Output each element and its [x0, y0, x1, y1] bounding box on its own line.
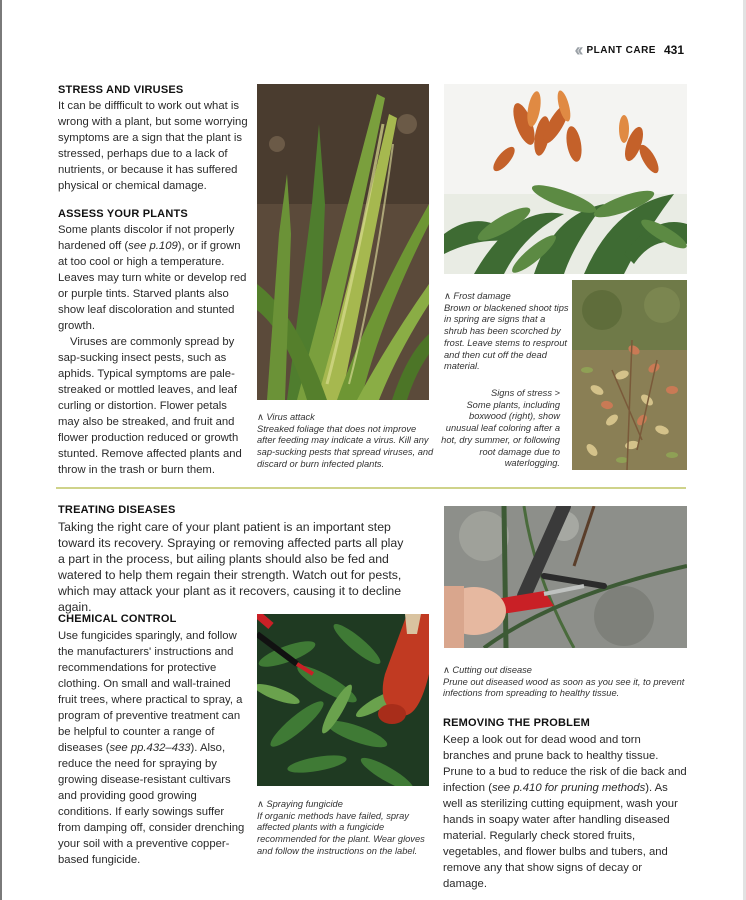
caption-frost-damage	[444, 291, 569, 373]
heading-assess-your-plants: ASSESS YOUR PLANTS	[58, 208, 188, 220]
caret-up-icon: ∧	[257, 412, 267, 422]
heading-removing-the-problem: REMOVING THE PROBLEM	[443, 717, 591, 729]
photo-virus-attack	[257, 84, 429, 400]
page-reference: see p.109	[128, 240, 178, 252]
caption-spraying-fungicide-label: Spraying fungicide	[266, 799, 343, 809]
treating-diseases-text	[58, 519, 408, 615]
caption-virus-attack-text: Streaked foliage that does not improve after feeding may indicate a virus. Kill any sap-sucking pests that spread viruses, and discard or burn infected plants.	[257, 423, 434, 469]
assess-para1-end: ), or if grown at too cool or high a temperature. Leaves may turn white or develop red or purple tints. Starved plants also show leaf discoloration and stunted growth.	[58, 240, 247, 332]
caption-virus-attack-title	[257, 412, 437, 424]
caption-frost-damage-title	[444, 291, 569, 303]
caret-up-icon: ∧	[444, 291, 454, 301]
caption-spraying-fungicide	[257, 799, 432, 858]
removing-the-problem-text	[443, 732, 689, 892]
section-title: PLANT CARE	[586, 44, 656, 56]
removing-the-problem-paragraph	[443, 732, 689, 892]
caption-spraying-fungicide-text: If organic methods have failed, spray affected plants with a fungicide recommended for the plant. Wear gloves and follow the instructions on the label.	[257, 810, 425, 856]
caret-right-icon: >	[551, 388, 560, 398]
caption-signs-of-stress-text: Some plants, including boxwood (right), show unusual leaf coloring after a hot, dry summer, or following root damage due to waterlogging.	[441, 399, 560, 469]
chemical-control-end: ). Also, reduce the need for spraying by growing disease-resistant cultivars and providing good growing conditions. If early sowings suffer from damping off, consider drenching your soil with a preventive copper-based fungicide.	[58, 742, 245, 866]
assess-paragraph-2: Viruses are commonly spread by sap-sucking insect pests, such as aphids. Typical symptoms are pale-streaked or mottled leaves, and leaf curling or distortion. Flower petals may also be streaked, and fruit and flower production reduced or growth stunted. Remove affected plants and throw in the trash or burn them.	[58, 336, 242, 476]
heading-stress-and-viruses: STRESS AND VIRUSES	[58, 84, 184, 96]
caret-up-icon: ∧	[443, 665, 453, 675]
removing-end: ). As well as sterilizing cutting equipment, wash your hands in soapy water after handling diseased material. Regularly check stored fruits, vegetables, and flower bulbs and tubers, and remove any that show signs of decay or damage.	[443, 782, 678, 890]
assess-paragraph-1	[58, 222, 248, 334]
caption-virus-attack-label: Virus attack	[266, 412, 315, 422]
photo-frost-damage	[444, 84, 687, 274]
caption-cutting-out-disease	[443, 665, 693, 700]
caption-cutting-out-disease-label: Cutting out disease	[452, 665, 532, 675]
caption-cutting-out-disease-title	[443, 665, 693, 677]
page-reference: see pp.432–433	[109, 742, 191, 754]
section-divider	[56, 487, 686, 489]
photo-cutting-out-disease	[444, 506, 687, 648]
caption-signs-of-stress-label: Signs of stress	[491, 388, 552, 398]
caption-signs-of-stress	[440, 388, 560, 470]
heading-treating-diseases: TREATING DISEASES	[58, 504, 176, 516]
caret-up-icon: ∧	[257, 799, 267, 809]
photo-spraying-fungicide	[257, 614, 429, 786]
chemical-control-paragraph	[58, 628, 246, 868]
caption-frost-damage-label: Frost damage	[453, 291, 511, 301]
caption-signs-of-stress-title	[440, 388, 560, 400]
chemical-control-start: Use fungicides sparingly, and follow the manufacturers' instructions and recommendations for protective clothing. On small and wall-trained fruit trees, where practical to spray, a program of preventive treatment can be helpful to counter a range of diseases (	[58, 630, 243, 754]
caption-spraying-fungicide-title	[257, 799, 432, 811]
chevron-left-icon: ‹‹	[574, 39, 581, 60]
caption-virus-attack	[257, 412, 437, 471]
removing-start: Keep a look out for dead wood and torn branches and prune back to healthy tissue. Prune to a bud to reduce the risk of die back and infection (	[443, 734, 687, 794]
heading-chemical-control: CHEMICAL CONTROL	[58, 613, 177, 625]
stress-and-viruses-text	[58, 98, 248, 194]
running-header	[574, 39, 684, 60]
caption-frost-damage-text: Brown or blackened shoot tips in spring are signs that a shrub has been scorched by frost. Leave stems to resprout and then cut off the dead material.	[444, 302, 569, 372]
page-edge-left	[0, 0, 2, 900]
page-reference: see p.410 for pruning methods	[491, 782, 646, 794]
caption-cutting-out-disease-text: Prune out diseased wood as soon as you see it, to prevent infections from spreading to healthy tissue.	[443, 676, 685, 699]
assess-your-plants-text	[58, 222, 248, 478]
chemical-control-text	[58, 628, 246, 868]
treating-diseases-paragraph: Taking the right care of your plant patient is an important step toward its recovery. Spraying or removing affected parts all play a part in the process, but ailing plants should also be fed and watered to help them regain their strength. Watch out for pests, which may attack your plant as it recovers, causing it to decline again.	[58, 520, 404, 614]
stress-and-viruses-paragraph: It can be diffficult to work out what is wrong with a plant, but some worrying symptoms are a sign that the plant is stressed, perhaps due to a lack of nutrients, or because it has suffered physical or chemical damage.	[58, 100, 248, 192]
assess-para1-start: Some plants discolor if not properly hardened off (	[58, 224, 235, 252]
photo-boxwood	[572, 280, 687, 470]
page-number: 431	[663, 43, 684, 57]
